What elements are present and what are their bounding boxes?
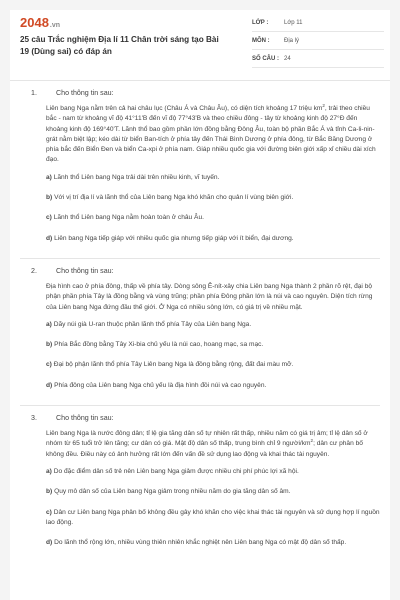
- passage-text-cont: ; dân cư phân bố không đều. Điều này có ảnh hưởng rất lớn đến vấn đề sử dụng lao động và khai thác tài nguyên.: [46, 440, 363, 458]
- meta-value: Địa lý: [284, 37, 300, 44]
- meta-row-subject: [252, 32, 384, 50]
- question-number: 1.: [31, 89, 37, 97]
- option-text: Đại bộ phận lãnh thổ phía Tây Liên bang Nga là đồng bằng rộng, đất đai màu mỡ.: [53, 361, 294, 369]
- question-number: 3.: [31, 414, 37, 423]
- option-text: Quy mô dân số của Liên bang Nga giảm trong nhiều năm do gia tăng dân số âm.: [54, 488, 291, 496]
- question-passage: [46, 104, 380, 166]
- meta-value: 24: [284, 55, 291, 62]
- meta-label: LỚP :: [252, 19, 269, 26]
- option-text: Liên bang Nga tiếp giáp với nhiều quốc gia nhưng tiếp giáp với ít biển, đại dương.: [54, 234, 294, 242]
- passage-text: Liên bang Nga là nước đông dân; tỉ lệ gia tăng dân số tự nhiên rất thấp, nhiều năm có giá trị âm; tỉ lệ dân số ở nhóm từ 65 tuổi trở lên tăng; cư dân có giá. Mật độ dân số thấp, trung bình chỉ 9 người/km: [46, 430, 368, 448]
- option-label: b): [46, 341, 53, 349]
- option-d[interactable]: [46, 381, 380, 391]
- option-b[interactable]: [46, 340, 380, 350]
- question-body: [46, 104, 380, 244]
- question-3: [20, 405, 380, 562]
- document-page: [10, 10, 390, 600]
- option-b[interactable]: [46, 487, 380, 497]
- option-text: Do lãnh thổ rộng lớn, nhiều vùng thiên nhiên khắc nghiệt nên Liên bang Nga có mật độ dân số thấp.: [54, 539, 347, 547]
- question-prompt: Cho thông tin sau:: [56, 414, 114, 423]
- option-c[interactable]: [46, 360, 380, 370]
- option-label: a): [46, 467, 52, 475]
- option-d[interactable]: [46, 234, 380, 244]
- option-text: Lãnh thổ Liên bang Nga nằm hoàn toàn ở châu Âu.: [53, 214, 204, 222]
- meta-label: MÔN :: [252, 37, 270, 44]
- document-title: 25 câu Trắc nghiệm Địa lí 11 Chân trời sáng tạo Bài 19 (Dùng sai) có đáp án: [20, 35, 219, 56]
- passage-text-cont: , trải theo chiều bắc - nam từ khoảng vĩ độ 41°11'B đến vĩ độ 77°43'B và theo chiều đông - tây từ khoảng kinh độ 27°Đ đến khoảng kinh độ 169°40'T. Lãnh thổ bao gồm phần lớn đồng bằng Đông Âu, toàn bộ phần Bắc Á và tỉnh Ca-li-nin-grát nằm biệt lập; kéo dài từ biển Ban-tích ở phía tây đến Thái Bình Dương ở phía đông, từ Bắc Băng Dương ở phía bắc đến Biển Đen và biển Ca-xpi ở phía nam. Giáp nhiều quốc gia với đường biên giới xấp xỉ chiều dài xích đạo.: [46, 105, 376, 164]
- option-d[interactable]: [46, 538, 380, 548]
- question-prompt: Cho thông tin sau:: [56, 266, 114, 275]
- logo-text: 2048: [20, 15, 49, 30]
- question-header: [20, 267, 380, 275]
- question-header: [20, 414, 380, 422]
- option-a[interactable]: [46, 173, 380, 183]
- option-text: Lãnh thổ Liên bang Nga trải dài trên nhiều kinh, vĩ tuyến.: [53, 173, 220, 181]
- question-body: [46, 429, 380, 548]
- passage-superscript: 2: [322, 102, 325, 108]
- question-header: [20, 89, 380, 97]
- option-label: a): [46, 173, 52, 181]
- site-logo[interactable]: [20, 15, 60, 30]
- meta-row-class: [252, 14, 384, 32]
- option-c[interactable]: [46, 508, 380, 529]
- passage-text: Địa hình cao ở phía đông, thấp về phía tây. Dòng sông Ê-nít-xây chia Liên bang Nga thành 2 phần rõ rệt, đại bộ phận phần phía Tây là đồng bằng và vùng trũng; phần phía Đông phần lớn là núi và cao nguyên. Diện tích rừng của Liên bang Nga đứng đầu thế giới. Ở Nga có nhiều sông lớn, có giá trị về nhiều mặt.: [46, 282, 373, 311]
- option-text: Với vị trí địa lí và lãnh thổ của Liên bang Nga khó khăn cho quản lí vùng biên giới.: [54, 194, 294, 202]
- option-text: Phía Bắc đồng bằng Tây Xi-bia chủ yếu là núi cao, hoang mạc, sa mạc.: [54, 341, 264, 349]
- option-text: Dãy núi già U-ran thuộc phần lãnh thổ phía Tây của Liên bang Nga.: [53, 320, 252, 328]
- option-text: Do đặc điểm dân số trẻ nên Liên bang Nga giảm được nhiều chi phí phúc lợi xã hội.: [53, 467, 299, 475]
- question-body: [46, 282, 380, 391]
- meta-info-table: [252, 14, 384, 68]
- meta-value: Lớp 11: [284, 19, 303, 26]
- option-label: c): [46, 508, 52, 516]
- meta-row-question-count: [252, 50, 384, 68]
- option-b[interactable]: [46, 193, 380, 203]
- question-passage: [46, 429, 380, 460]
- document-header: [10, 10, 390, 81]
- option-label: b): [46, 488, 53, 496]
- passage-text: Liên bang Nga nằm trên cả hai châu lục (Châu Á và Châu Âu), có diện tích khoảng 17 triệu km: [46, 105, 323, 112]
- option-text: Dân cư Liên bang Nga phân bố không đều gây khó khăn cho việc khai thác tài nguyên và sử dụng hợp lí nguồn lao động.: [46, 508, 380, 526]
- question-passage: [46, 282, 380, 313]
- option-label: d): [46, 234, 53, 242]
- option-label: d): [46, 539, 53, 547]
- passage-superscript: 2: [310, 438, 314, 444]
- option-text: Phía đông của Liên bang Nga chủ yếu là địa hình đồi núi và cao nguyên.: [54, 381, 267, 389]
- option-label: c): [46, 361, 52, 369]
- option-label: a): [46, 320, 52, 328]
- option-c[interactable]: [46, 213, 380, 223]
- question-1: [20, 81, 380, 258]
- option-label: b): [46, 194, 53, 202]
- option-a[interactable]: [46, 320, 380, 330]
- option-a[interactable]: [46, 467, 380, 477]
- option-label: c): [46, 214, 52, 222]
- question-2: [20, 258, 380, 405]
- option-label: d): [46, 381, 53, 389]
- logo-suffix: .vn: [49, 22, 61, 29]
- question-number: 2.: [31, 266, 37, 275]
- question-prompt: Cho thông tin sau:: [56, 89, 114, 97]
- meta-label: SỐ CÂU :: [252, 55, 279, 62]
